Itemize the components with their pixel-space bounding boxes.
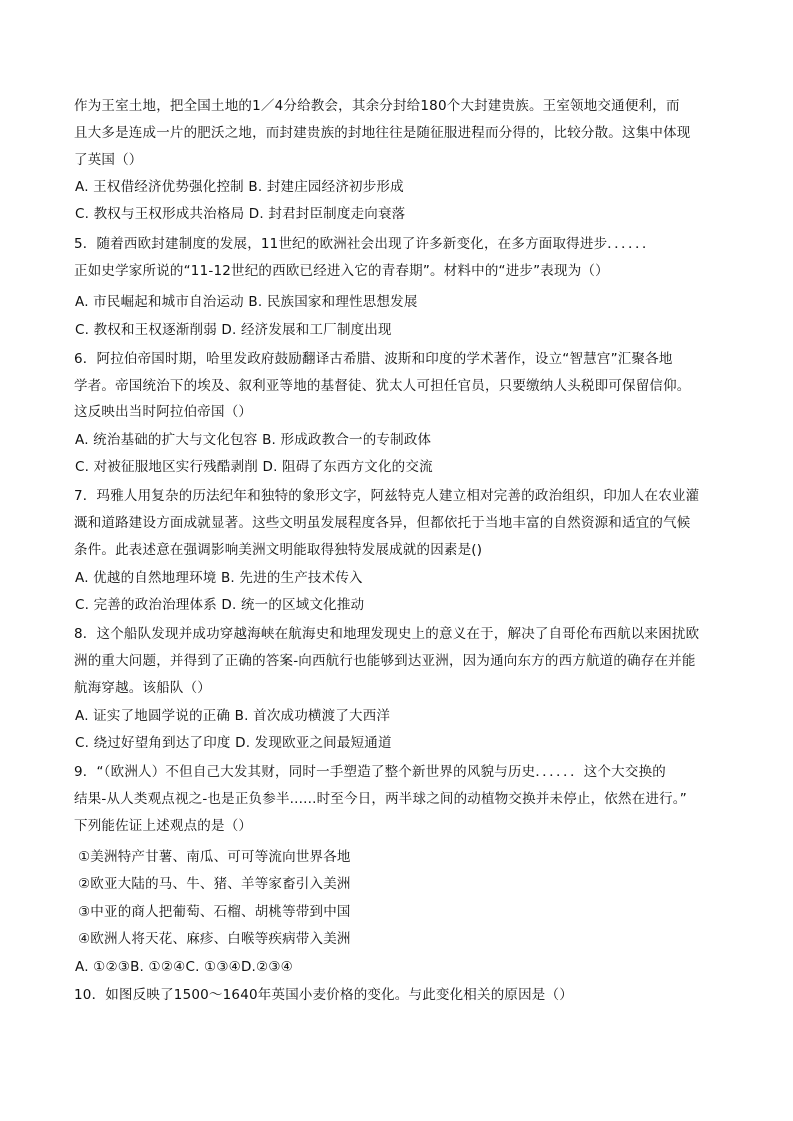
q6-text-line-1: 6．阿拉伯帝国时期，哈里发政府鼓励翻译古希腊、波斯和印度的学术著作，设立“智慧宫”汇聚各地 xyxy=(74,351,673,367)
q9-text-line-3: 下列能佐证上述观点的是（） xyxy=(74,818,253,834)
q9-item-2: ②欧亚大陆的马、牛、猪、羊等家畜引入美洲 xyxy=(78,876,351,892)
q9-options: A. ①②③B. ①②④C. ①③④D.②③④ xyxy=(75,959,293,975)
q7-text-line-3: 条件。此表述意在强调影响美洲文明能取得独特发展成就的因素是() xyxy=(74,542,483,558)
q7-options-cd: C. 完善的政治治理体系 D. 统一的区域文化推动 xyxy=(75,597,365,613)
q6-text-line-3: 这反映出当时阿拉伯帝国（） xyxy=(74,404,253,420)
q8-text-line-2: 洲的重大问题，并得到了正确的答案-向西航行也能够到达亚洲，因为通向东方的西方航道的确存在并能 xyxy=(74,653,696,669)
q7-text-line-2: 溉和道路建设方面成就显著。这些文明虽发展程度各异，但都依托于当地丰富的自然资源和适宜的气候 xyxy=(74,515,691,531)
q9-text-line-2: 结果-从人类观点视之-也是正负参半......时至今日，两半球之间的动植物交换并未停止，依然在进行。” xyxy=(74,791,687,807)
q9-text-line-1: 9．“（欧洲人）不但自己大发其财，同时一手塑造了整个新世界的风貌与历史．．．．．．这个大交换的 xyxy=(74,764,666,780)
q6-options-ab: A. 统治基础的扩大与文化包容 B. 形成政教合一的专制政体 xyxy=(75,432,432,448)
q5-options-ab: A. 市民崛起和城市自治运动 B. 民族国家和理性思想发展 xyxy=(75,294,418,310)
q9-item-3: ③中亚的商人把葡萄、石榴、胡桃等带到中国 xyxy=(78,904,351,920)
q7-options-ab: A. 优越的自然地理环境 B. 先进的生产技术传入 xyxy=(75,570,363,586)
q9-item-1: ①美洲特产甘薯、南瓜、可可等流向世界各地 xyxy=(78,849,351,865)
q5-text-line-1: 5．随着西欧封建制度的发展，11世纪的欧洲社会出现了许多新变化，在多方面取得进步．．．．．． xyxy=(74,236,656,252)
q8-text-line-3: 航海穿越。该船队（） xyxy=(74,680,211,696)
q7-text-line-1: 7．玛雅人用复杂的历法纪年和独特的象形文字，阿兹特克人建立相对完善的政治组织，印加人在农业灌 xyxy=(74,488,700,504)
q4-text-line-2: 且大多是连成一片的肥沃之地，而封建贵族的封地往往是随征服进程而分得的，比较分散。这集中体现 xyxy=(74,125,691,141)
q6-options-cd: C. 对被征服地区实行残酷剥削 D. 阻碍了东西方文化的交流 xyxy=(75,459,433,475)
q8-text-line-1: 8．这个船队发现并成功穿越海峡在航海史和地理发现史上的意义在于，解决了自哥伦布西航以来困扰欧 xyxy=(74,626,700,642)
q9-item-4: ④欧洲人将天花、麻疹、白喉等疾病带入美洲 xyxy=(78,931,351,947)
q8-options-cd: C. 绕过好望角到达了印度 D. 发现欧亚之间最短通道 xyxy=(75,735,392,751)
q4-options-ab: A. 王权借经济优势强化控制 B. 封建庄园经济初步形成 xyxy=(75,179,404,195)
q4-text-line-1: 作为王室土地，把全国土地的1／4分给教会，其余分封给180个大封建贵族。王室领地交通便利，而 xyxy=(74,98,680,114)
q10-text-line-1: 10．如图反映了1500～1640年英国小麦价格的变化。与此变化相关的原因是（） xyxy=(74,987,573,1003)
q6-text-line-2: 学者。帝国统治下的埃及、叙利亚等地的基督徒、犹太人可担任官员，只要缴纳人头税即可保留信仰。 xyxy=(74,378,691,394)
q8-options-ab: A. 证实了地圆学说的正确 B. 首次成功横渡了大西洋 xyxy=(75,708,391,724)
q4-options-cd: C. 教权与王权形成共治格局 D. 封君封臣制度走向衰落 xyxy=(75,206,406,222)
q5-text-line-2: 正如史学家所说的“11-12世纪的西欧已经进入它的青春期”。材料中的“进步”表现为（） xyxy=(74,263,609,279)
q5-options-cd: C. 教权和王权逐渐削弱 D. 经济发展和工厂制度出现 xyxy=(75,322,392,338)
q4-text-line-3: 了英国（） xyxy=(74,152,143,168)
